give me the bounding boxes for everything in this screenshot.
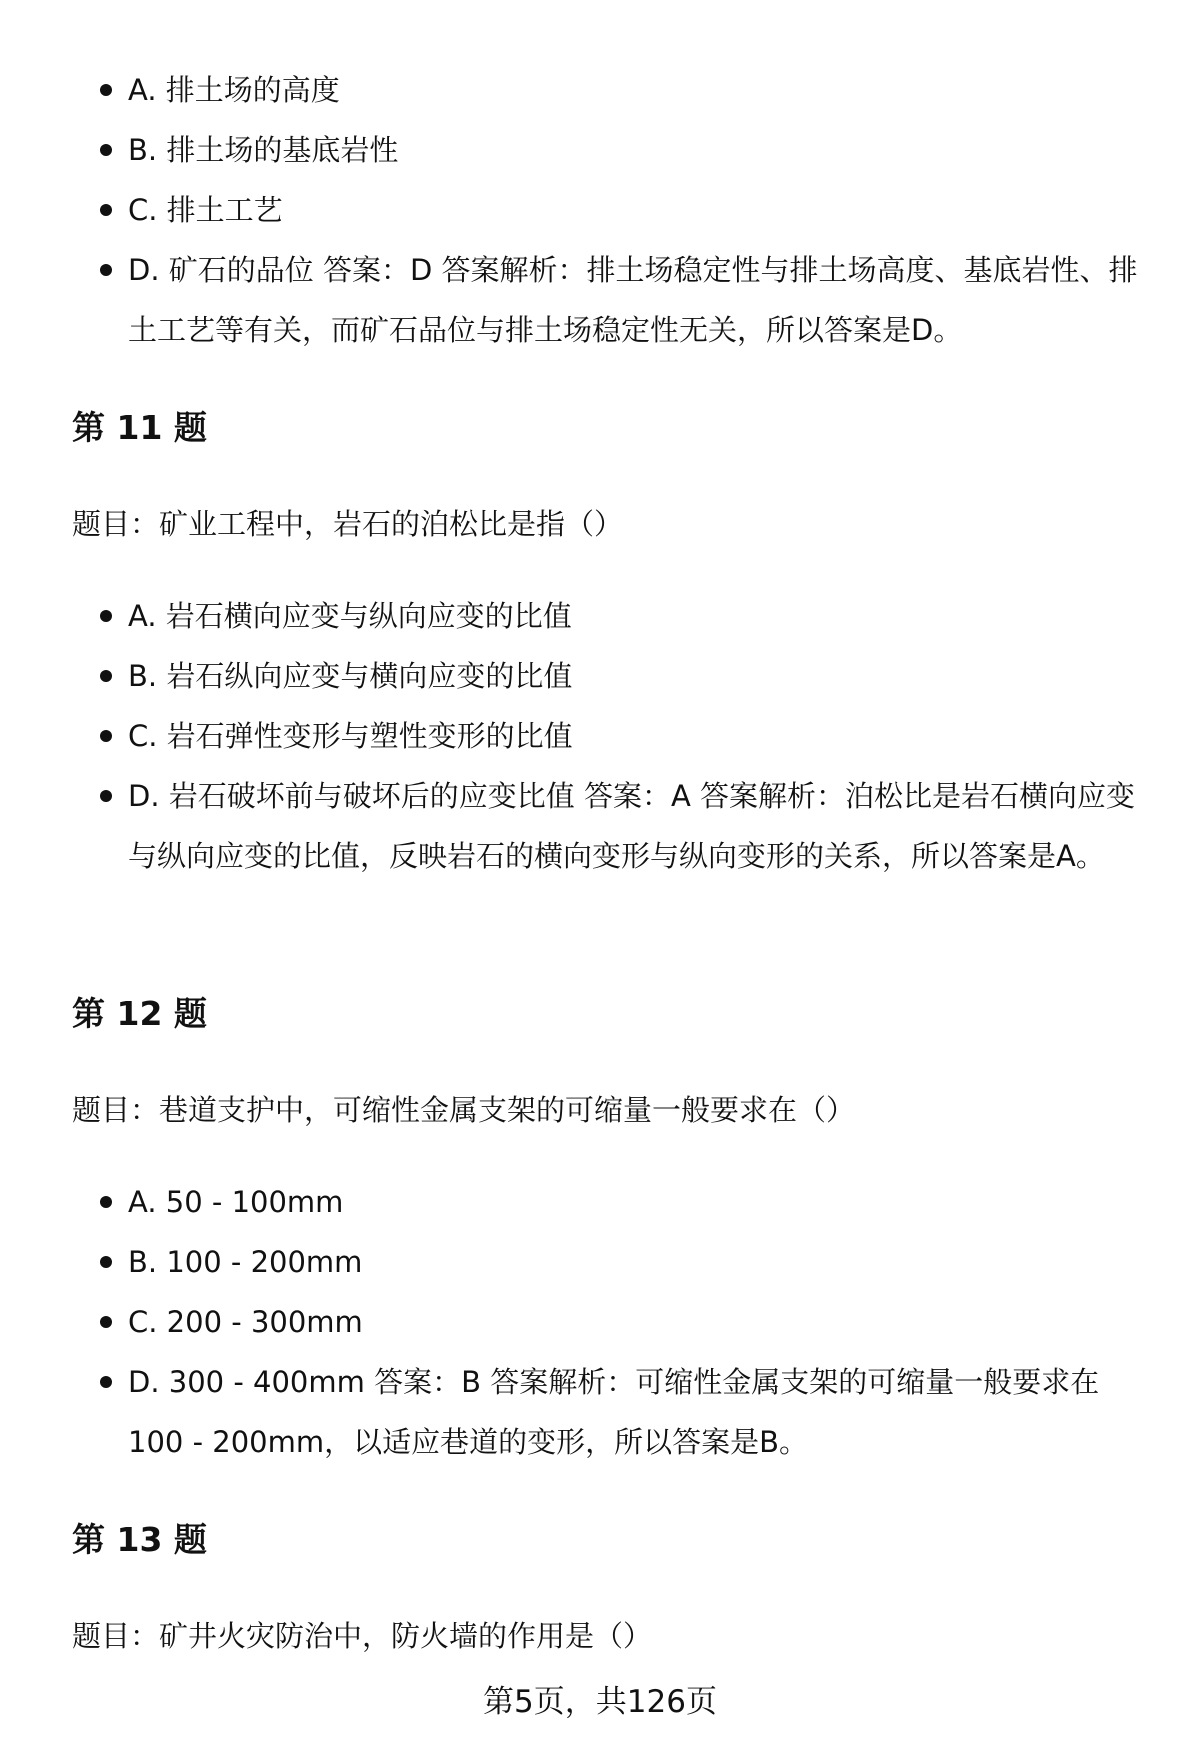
q11-options [128, 586, 1138, 886]
q11-title: 第 11 题 [72, 408, 207, 447]
q10-option-d: D. 矿石的品位 答案：D 答案解析：排土场稳定性与排土场高度、基底岩性、排土工艺等有关，而矿石品位与排土场稳定性无关，所以答案是D。 [128, 240, 1138, 360]
q10-option-a: A. 排土场的高度 [128, 60, 1138, 120]
q12-option-c: C. 200 - 300mm [128, 1292, 1138, 1352]
q12-options [128, 1172, 1138, 1472]
q13-title: 第 13 题 [72, 1520, 207, 1559]
q10-options [128, 60, 1138, 360]
q12-title: 第 12 题 [72, 994, 207, 1033]
q12-option-d: D. 300 - 400mm 答案：B 答案解析：可缩性金属支架的可缩量一般要求在100 - 200mm，以适应巷道的变形，所以答案是B。 [128, 1352, 1138, 1472]
page-footer: 第5页，共126页 [483, 1684, 717, 1720]
q13-question: 题目：矿井火灾防治中，防火墙的作用是（） [72, 1619, 653, 1653]
q11-option-a: A. 岩石横向应变与纵向应变的比值 [128, 586, 1138, 646]
q11-option-b: B. 岩石纵向应变与横向应变的比值 [128, 646, 1138, 706]
q10-option-b: B. 排土场的基底岩性 [128, 120, 1138, 180]
q10-option-c: C. 排土工艺 [128, 180, 1138, 240]
q12-option-a: A. 50 - 100mm [128, 1172, 1138, 1232]
q11-question: 题目：矿业工程中，岩石的泊松比是指（） [72, 507, 624, 541]
q11-option-d: D. 岩石破坏前与破坏后的应变比值 答案：A 答案解析：泊松比是岩石横向应变与纵向应变的比值，反映岩石的横向变形与纵向变形的关系，所以答案是A。 [128, 766, 1138, 886]
q12-option-b: B. 100 - 200mm [128, 1232, 1138, 1292]
q11-option-c: C. 岩石弹性变形与塑性变形的比值 [128, 706, 1138, 766]
q12-question: 题目：巷道支护中，可缩性金属支架的可缩量一般要求在（） [72, 1093, 856, 1127]
